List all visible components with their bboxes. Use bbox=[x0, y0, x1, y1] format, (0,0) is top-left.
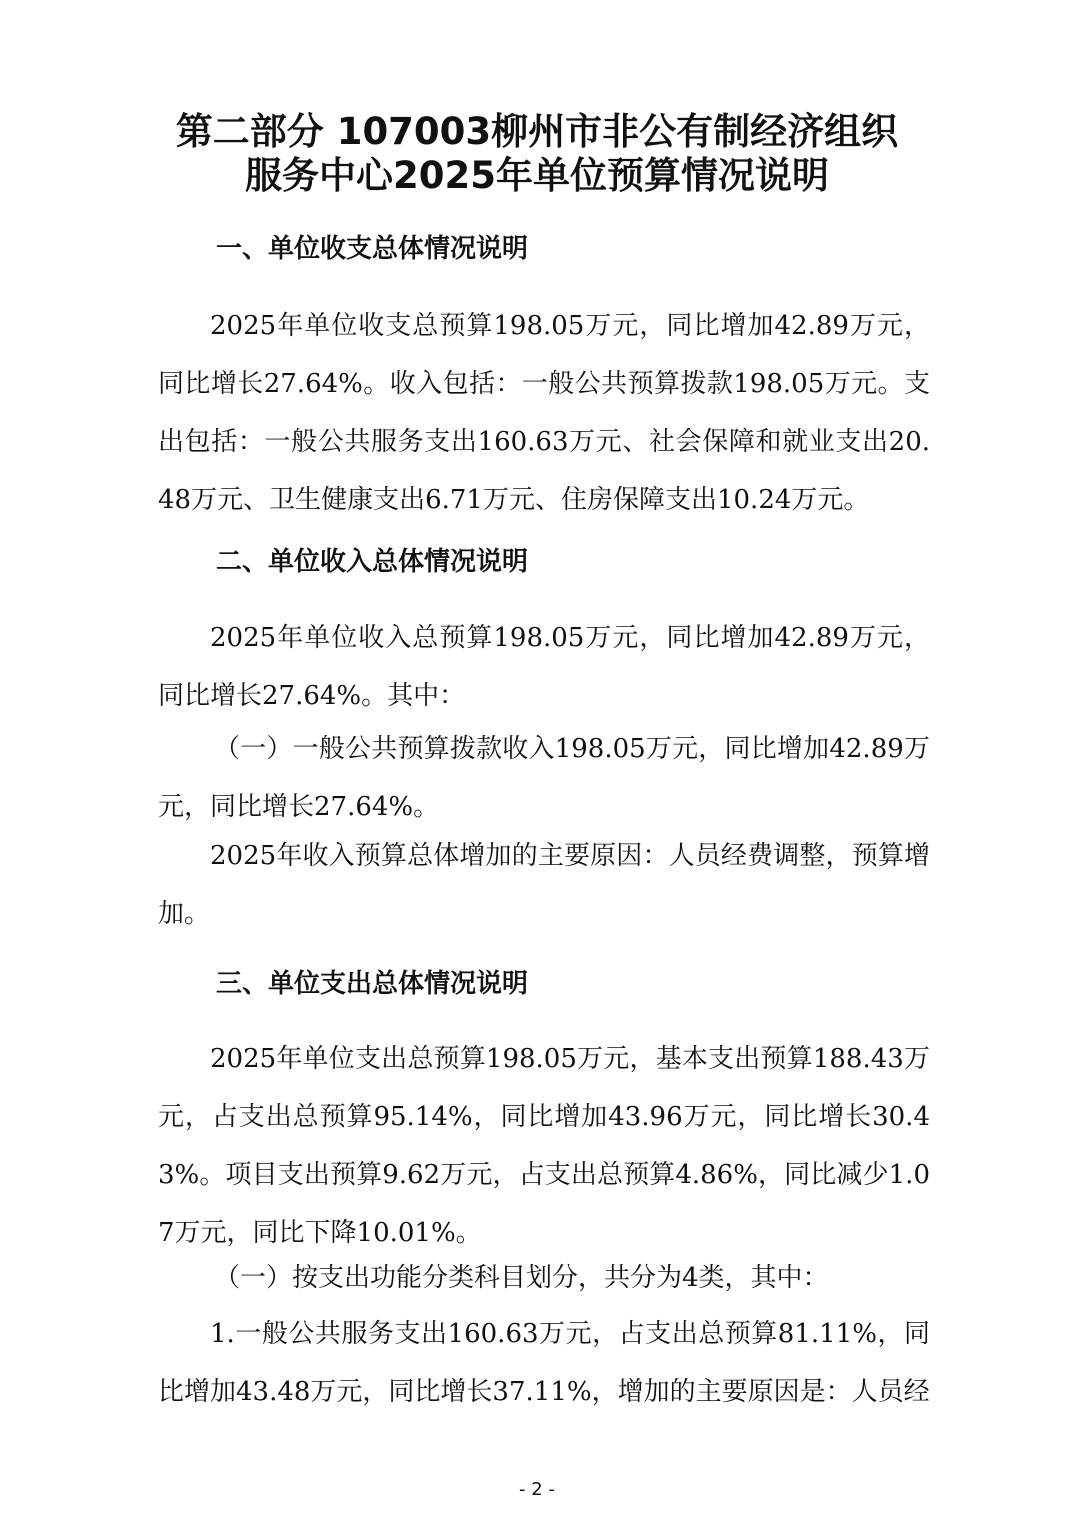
section-2-paragraph-2: （一）一般公共预算拨款收入198.05万元，同比增加42.89万元，同比增长27.64%。 bbox=[158, 734, 930, 822]
section-1-paragraph-1: 2025年单位收支总预算198.05万元，同比增加42.89万元，同比增长27.64%。收入包括：一般公共预算拨款198.05万元。支出包括：一般公共服务支出160.63万元、社会保障和就业支出20.48万元、卫生健康支出6.71万元、住房保障支出10.24万元。 bbox=[158, 311, 930, 515]
section-2-paragraph-3: 2025年收入预算总体增加的主要原因：人员经费调整，预算增加。 bbox=[158, 841, 930, 929]
section-1-heading: 一、单位收支总体情况说明 bbox=[216, 234, 529, 264]
section-3-paragraph-1: 2025年单位支出总预算198.05万元，基本支出预算188.43万元，占支出总预算95.14%，同比增加43.96万元，同比增长30.43%。项目支出预算9.62万元，占支出总预算4.86%，同比减少1.07万元，同比下降10.01%。 bbox=[158, 1044, 930, 1248]
section-2-heading: 二、单位收入总体情况说明 bbox=[216, 547, 529, 577]
page-number: - 2 - bbox=[519, 1479, 555, 1500]
section-3-paragraph-3: 1.一般公共服务支出160.63万元，占支出总预算81.11%，同比增加43.48万元，同比增长37.11%，增加的主要原因是：人员经 bbox=[158, 1319, 930, 1407]
document-title-line-2: 服务中心2025年单位预算情况说明 bbox=[245, 154, 829, 197]
section-3-heading: 三、单位支出总体情况说明 bbox=[216, 969, 529, 999]
section-3-paragraph-2: （一）按支出功能分类科目划分，共分为4类，其中： bbox=[214, 1263, 829, 1293]
document-title-line-1: 第二部分 107003柳州市非公有制经济组织 bbox=[175, 110, 899, 153]
section-2-paragraph-1: 2025年单位收入总预算198.05万元，同比增加42.89万元，同比增长27.64%。其中： bbox=[158, 623, 930, 711]
